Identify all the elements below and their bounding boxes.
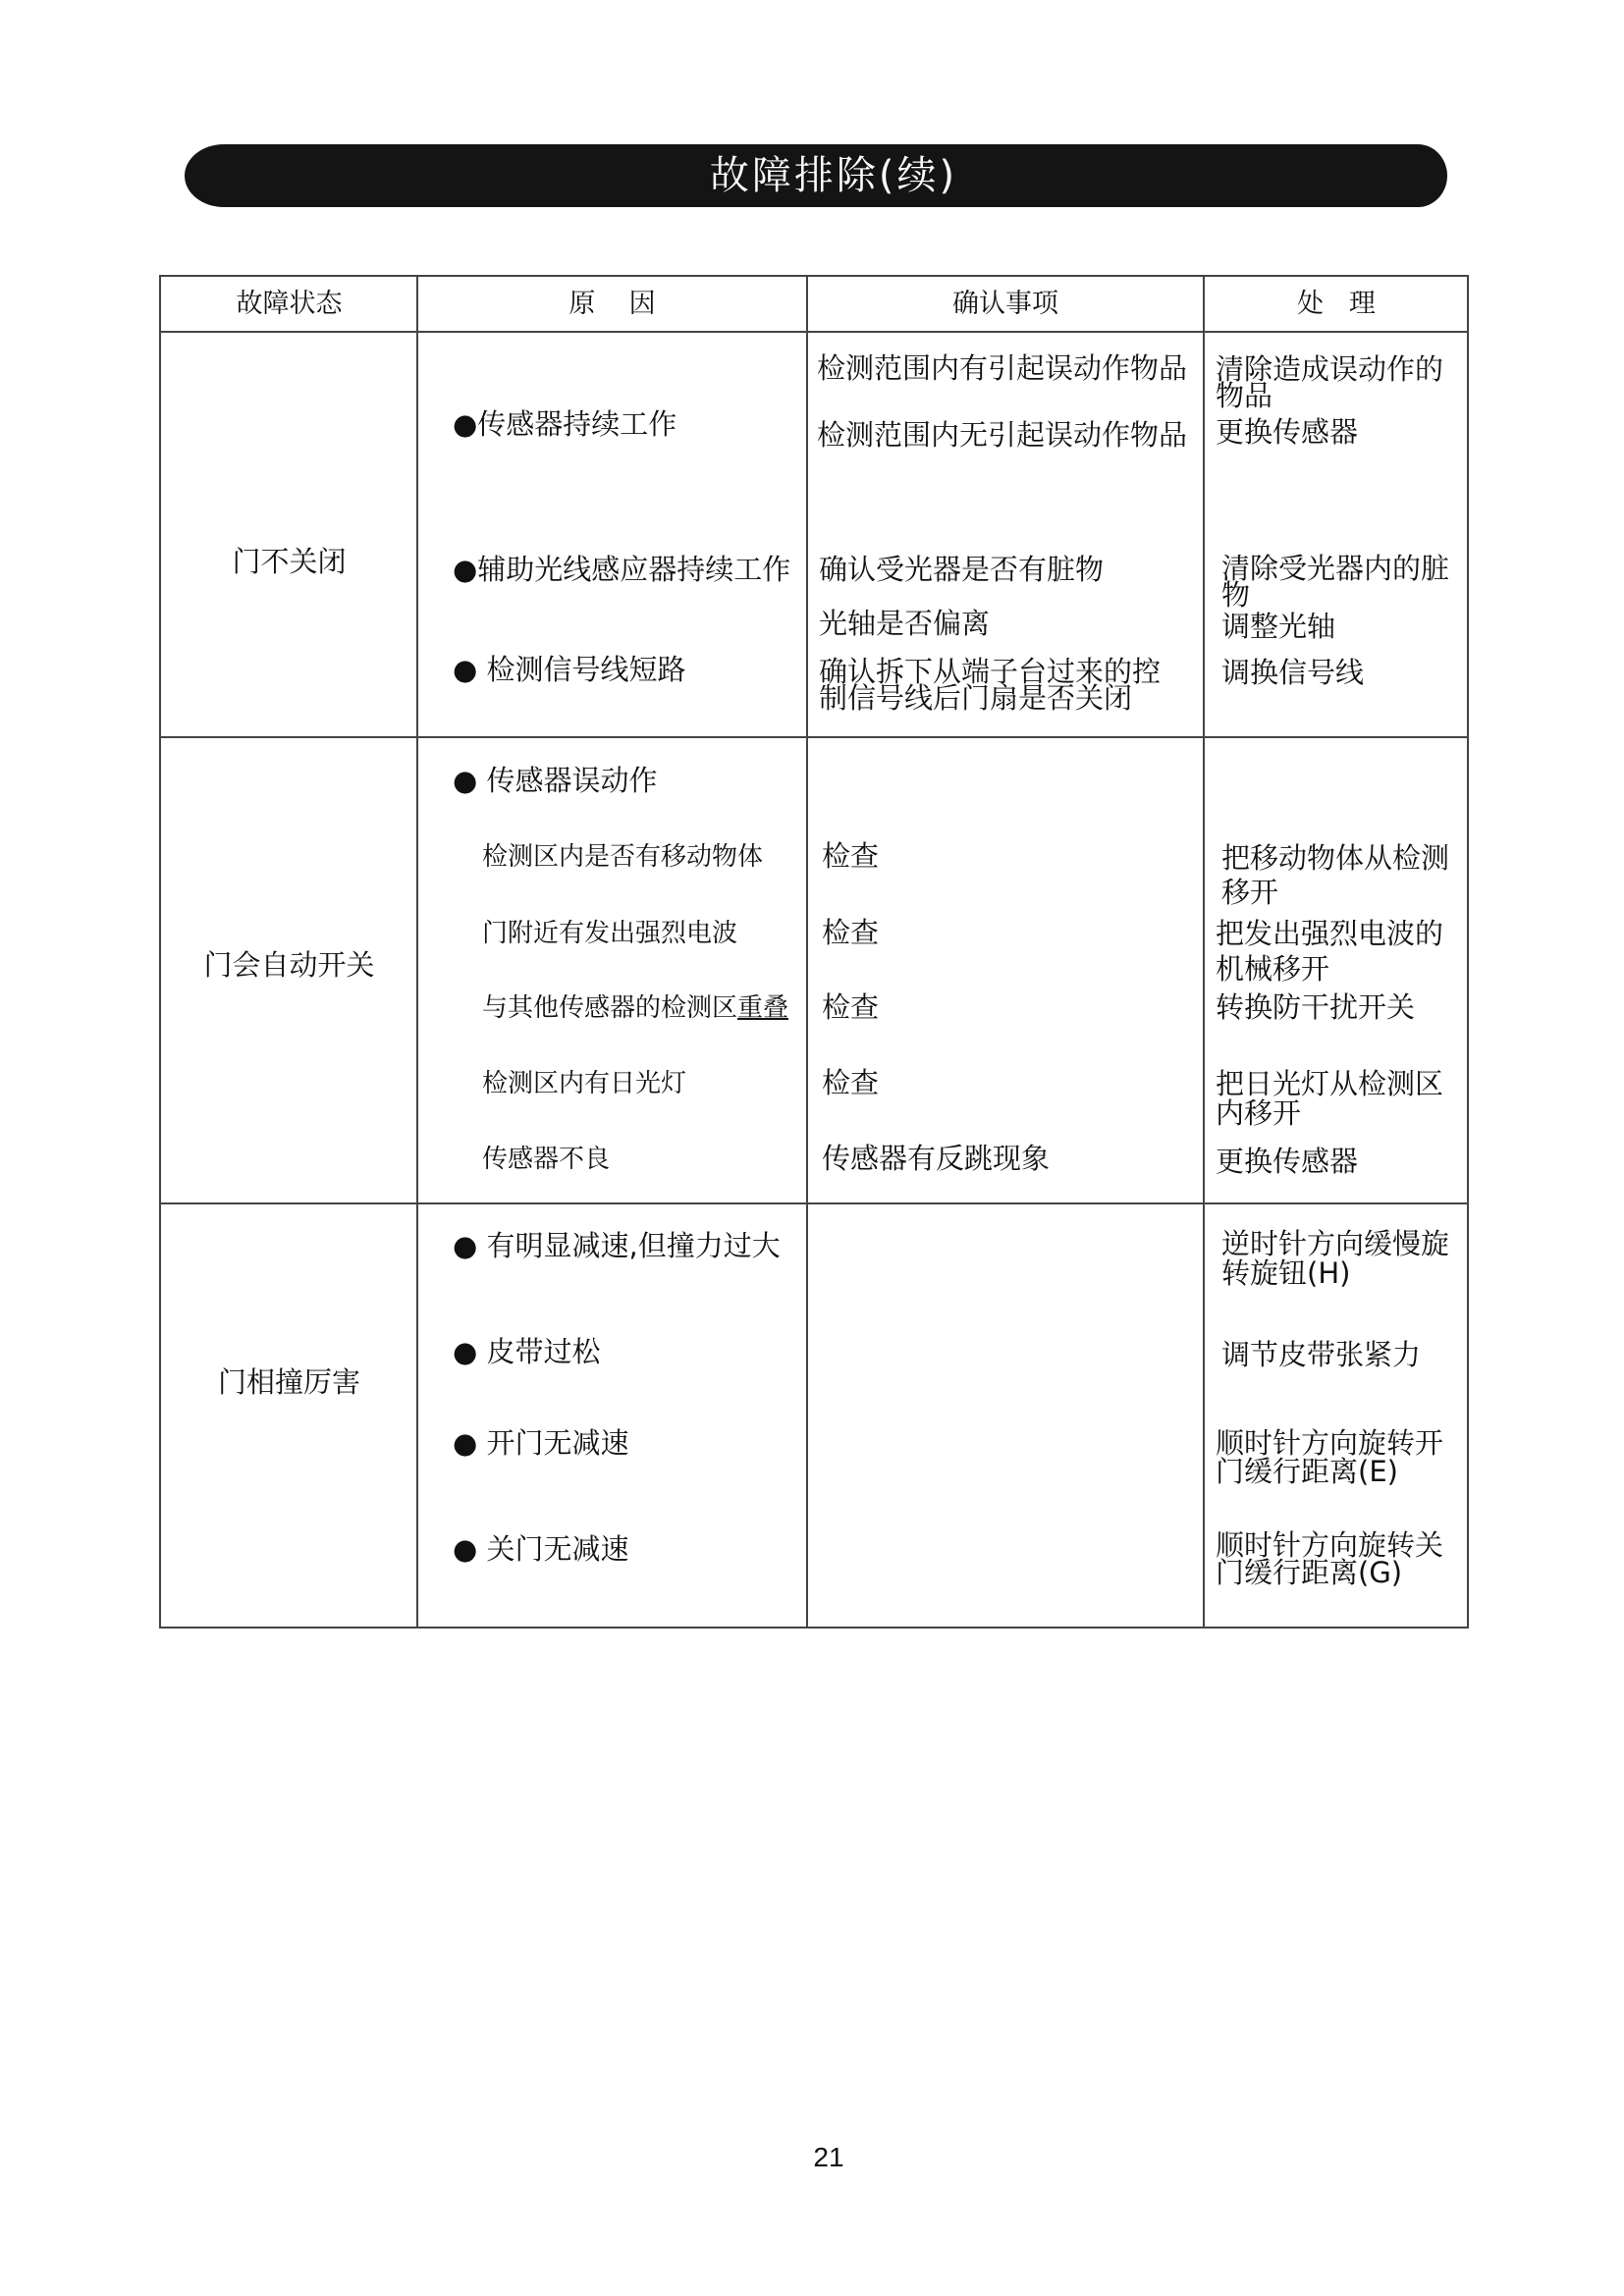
action-item — [1221, 656, 1365, 689]
check-item: 传感器有反跳现象 — [822, 1142, 1051, 1175]
action-line: 调节皮带张紧力 — [1221, 1338, 1422, 1371]
cause-item: ● 皮带过松 — [453, 1335, 601, 1368]
action-item — [1221, 552, 1450, 612]
check-line: 确认拆下从端子台过来的控 — [819, 655, 1162, 688]
action-item — [1216, 990, 1416, 1024]
cause-item: ● 有明显减速,但撞力过大 — [453, 1229, 781, 1262]
action-item — [1221, 1338, 1422, 1371]
troubleshooting-table — [159, 275, 1469, 1629]
row-divider — [161, 736, 1467, 738]
action-line: 移开 — [1221, 876, 1279, 909]
action-item — [1221, 1229, 1449, 1288]
cause-item: 检测区内有日光灯 — [482, 1069, 687, 1098]
action-line: 调换信号线 — [1221, 656, 1365, 689]
action-item — [1216, 1145, 1359, 1178]
check-item — [817, 351, 1188, 385]
check-item — [819, 553, 1105, 586]
row-status: 门会自动开关 — [203, 948, 375, 982]
action-line: 门缓行距离(E) — [1216, 1455, 1398, 1488]
column-divider — [806, 277, 808, 1627]
check-line: 确认受光器是否有脏物 — [819, 553, 1105, 586]
cause-item: ● 开门无减速 — [453, 1426, 629, 1460]
action-item — [1216, 1528, 1444, 1589]
check-line: 检测范围内有引起误动作物品 — [817, 351, 1188, 385]
cause-item: ●辅助光线感应器持续工作 — [453, 553, 791, 586]
action-item — [1216, 916, 1443, 987]
action-line: 转换防干扰开关 — [1216, 990, 1416, 1024]
action-line: 更换传感器 — [1216, 415, 1359, 449]
action-line: 物品 — [1216, 379, 1273, 412]
action-line: 更换传感器 — [1216, 1145, 1359, 1178]
action-item — [1216, 415, 1359, 449]
action-line: 机械移开 — [1216, 952, 1330, 986]
check-line: 制信号线后门扇是否关闭 — [819, 681, 1133, 715]
header-check: 确认事项 — [952, 289, 1058, 319]
check-item: 检查 — [822, 1066, 880, 1099]
cause-item: ● 关门无减速 — [453, 1532, 629, 1566]
check-line: 检测范围内无引起误动作物品 — [817, 418, 1188, 452]
cause-item: 检测区内是否有移动物体 — [482, 842, 764, 872]
action-item — [1221, 610, 1336, 643]
row-status: 门不关闭 — [232, 545, 347, 578]
action-line: 调整光轴 — [1221, 610, 1336, 643]
action-line: 转旋钮(H) — [1221, 1256, 1351, 1290]
check-item: 检查 — [822, 839, 880, 873]
cause-item — [482, 995, 788, 1021]
column-divider — [1203, 277, 1205, 1627]
action-line: 内移开 — [1216, 1096, 1302, 1130]
action-line: 逆时针方向缓慢旋 — [1221, 1227, 1450, 1260]
header-cause: 原 因 — [568, 289, 656, 319]
action-item — [1216, 1069, 1443, 1128]
cause-underlined-text: 重叠 — [737, 993, 789, 1023]
action-line: 门缓行距离(G) — [1216, 1556, 1403, 1589]
cause-item: 门附近有发出强烈电波 — [482, 919, 738, 948]
cause-text: 与其他传感器的检测区 — [482, 993, 738, 1023]
action-line: 把移动物体从检测 — [1221, 841, 1450, 875]
action-item — [1216, 1426, 1444, 1488]
action-item — [1216, 352, 1444, 412]
cause-item: 传感器不良 — [482, 1145, 611, 1174]
action-line: 顺时针方向旋转关 — [1216, 1528, 1444, 1562]
check-item: 检查 — [822, 916, 880, 949]
cause-item: ●传感器持续工作 — [453, 407, 677, 441]
check-item — [819, 655, 1162, 715]
header-status: 故障状态 — [236, 289, 343, 319]
check-line: 光轴是否偏离 — [819, 607, 991, 640]
action-line: 把日光灯从检测区 — [1216, 1067, 1444, 1100]
action-line: 清除造成误动作的 — [1216, 352, 1444, 386]
section-title: 故障排除(续) — [185, 144, 1447, 207]
cause-item: ● 检测信号线短路 — [453, 653, 686, 686]
action-line: 清除受光器内的脏 — [1221, 552, 1450, 585]
action-line: 顺时针方向旋转开 — [1216, 1426, 1444, 1460]
action-line: 把发出强烈电波的 — [1216, 917, 1444, 950]
check-item — [817, 418, 1188, 452]
row-divider — [161, 1202, 1467, 1204]
header-action: 处 理 — [1297, 289, 1376, 319]
check-item — [819, 607, 991, 640]
check-item: 检查 — [822, 990, 880, 1024]
action-item — [1221, 841, 1449, 910]
page-number: 21 — [813, 2142, 844, 2172]
cause-heading: ● 传感器误动作 — [453, 764, 658, 797]
action-line: 物 — [1221, 578, 1251, 612]
row-status: 门相撞厉害 — [217, 1365, 360, 1399]
